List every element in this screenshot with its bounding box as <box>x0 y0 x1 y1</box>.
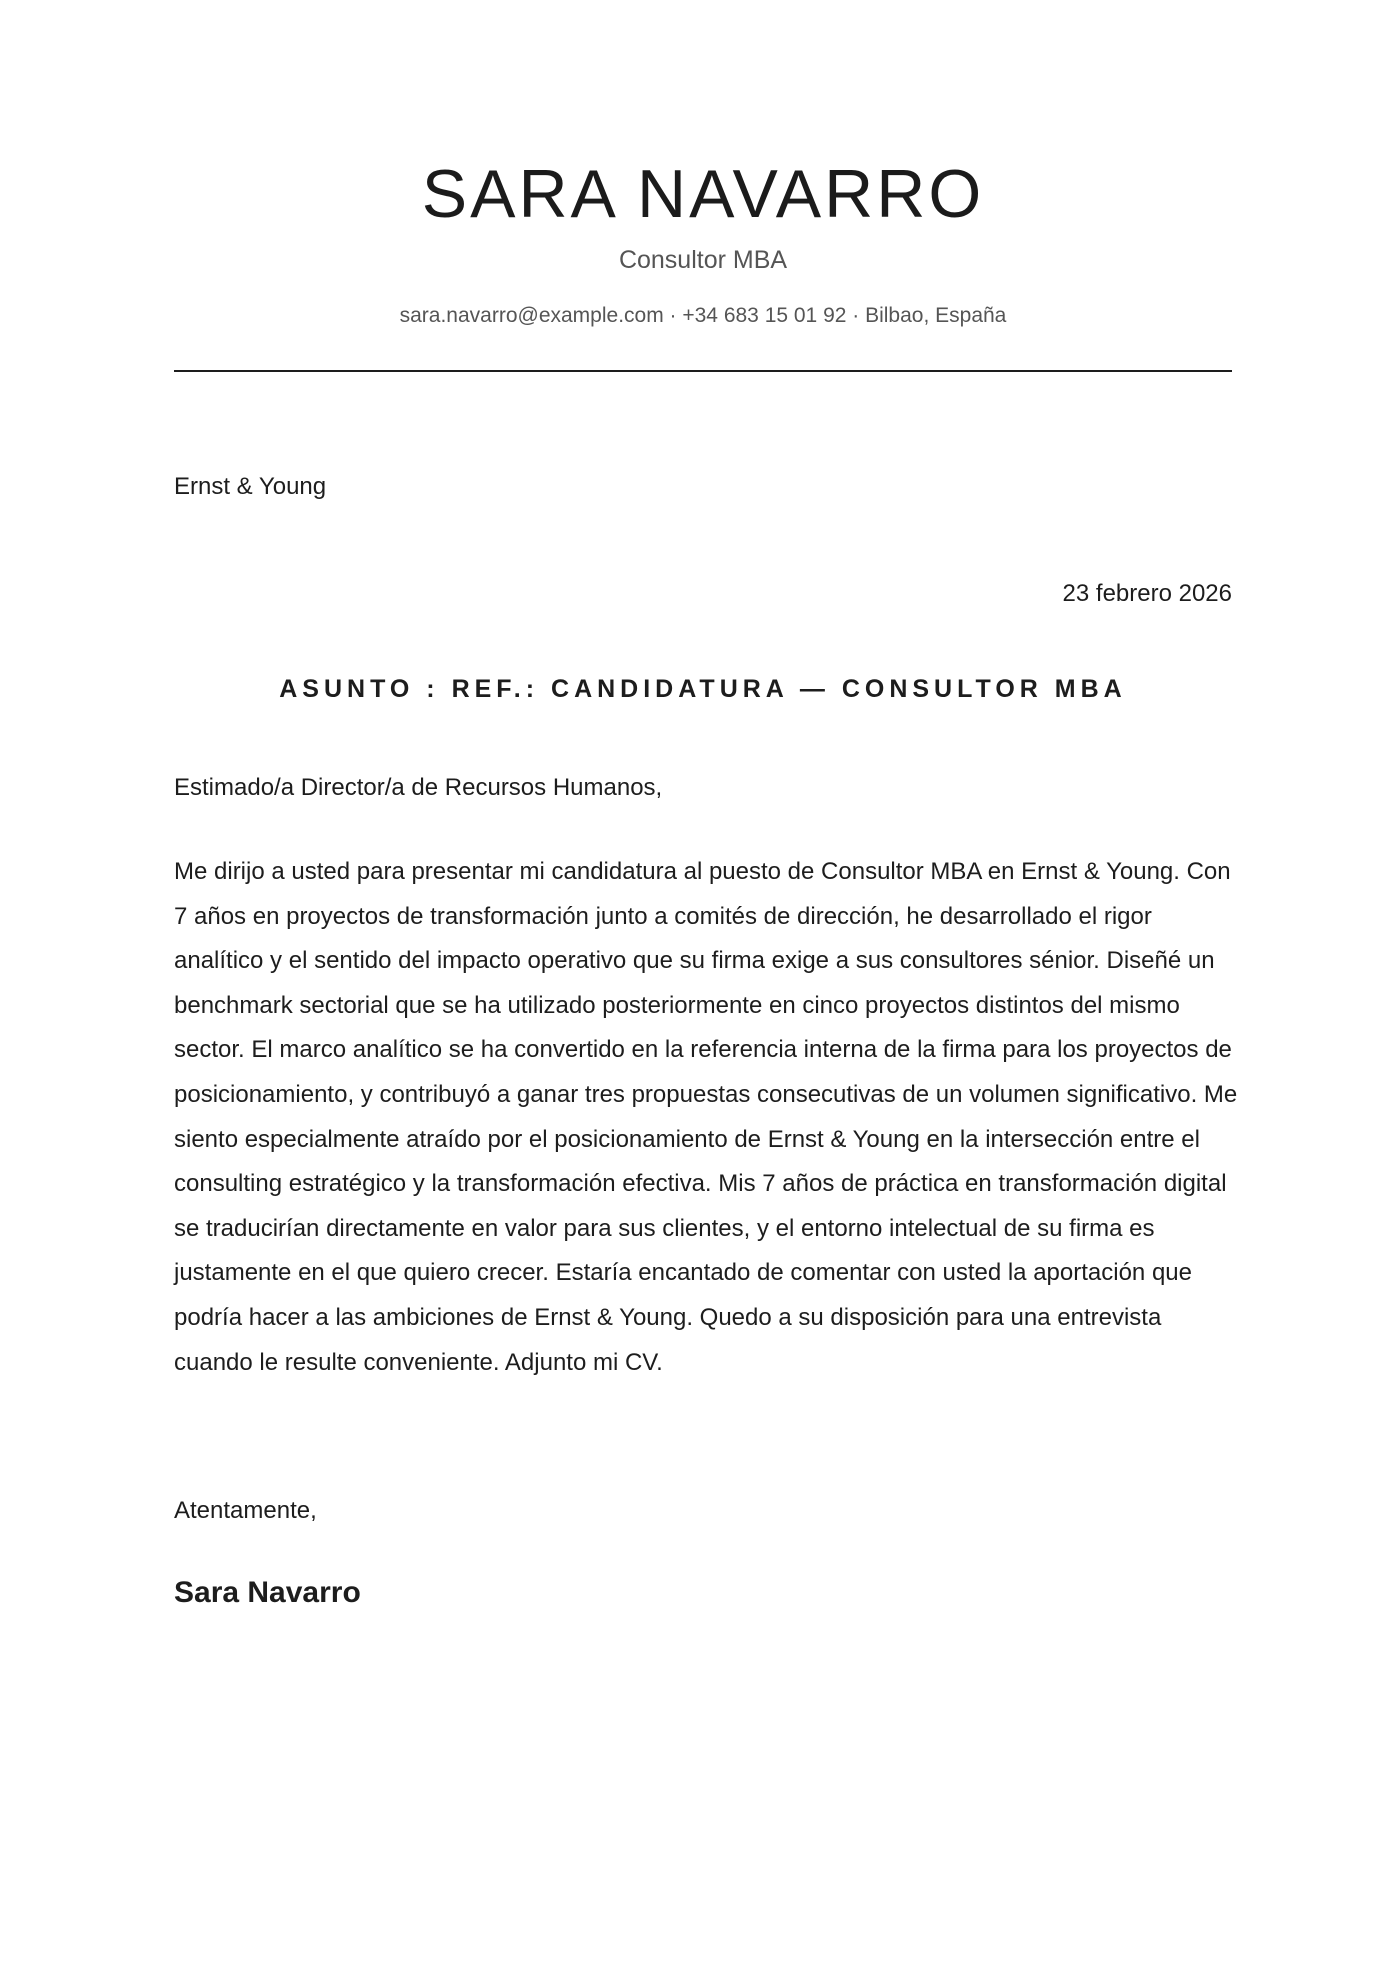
letter-header <box>174 156 1232 327</box>
letter-date: 23 febrero 2026 <box>1062 580 1232 607</box>
recipient-company: Ernst & Young <box>174 473 327 500</box>
header-divider <box>174 370 1232 372</box>
letter-subject: ASUNTO : REF.: CANDIDATURA — CONSULTOR MBA <box>279 675 1127 703</box>
letter-salutation: Estimado/a Director/a de Recursos Humanos, <box>174 774 663 801</box>
letter-closing: Atentamente, <box>174 1497 317 1524</box>
letter-signature: Sara Navarro <box>174 1576 361 1609</box>
letter-body: Me dirijo a usted para presentar mi candidatura al puesto de Consultor MBA en Ernst & Young. Con 7 años en proyectos de transformación junto a comités de dirección, he desarrollado el rigor analítico y el sentido del impacto operativo que su firma exige a sus consultores sénior. Diseñé un benchmark sectorial que se ha utilizado posteriormente en cinco proyectos distintos del mismo sector. El marco analítico se ha convertido en la referencia interna de la firma para los proyectos de posicionamiento, y contribuyó a ganar tres propuestas consecutivas de un volumen significativo. Me siento especialmente atraído por el posicionamiento de Ernst & Young en la intersección entre el consulting estratégico y la transformación efectiva. Mis 7 años de práctica en transformación digital se traducirían directamente en valor para sus clientes, y el entorno intelectual de su firma es justamente en el que quiero crecer. Estaría encantado de comentar con usted la aportación que podría hacer a las ambiciones de Ernst & Young. Quedo a su disposición para una entrevista cuando le resulte conveniente. Adjunto mi CV. <box>174 858 1238 1376</box>
sender-role: Consultor MBA <box>618 246 788 274</box>
sender-name: SARA NAVARRO <box>421 156 985 232</box>
sender-contact: sara.navarro@example.com · +34 683 15 01 92 · Bilbao, España <box>399 304 1007 327</box>
